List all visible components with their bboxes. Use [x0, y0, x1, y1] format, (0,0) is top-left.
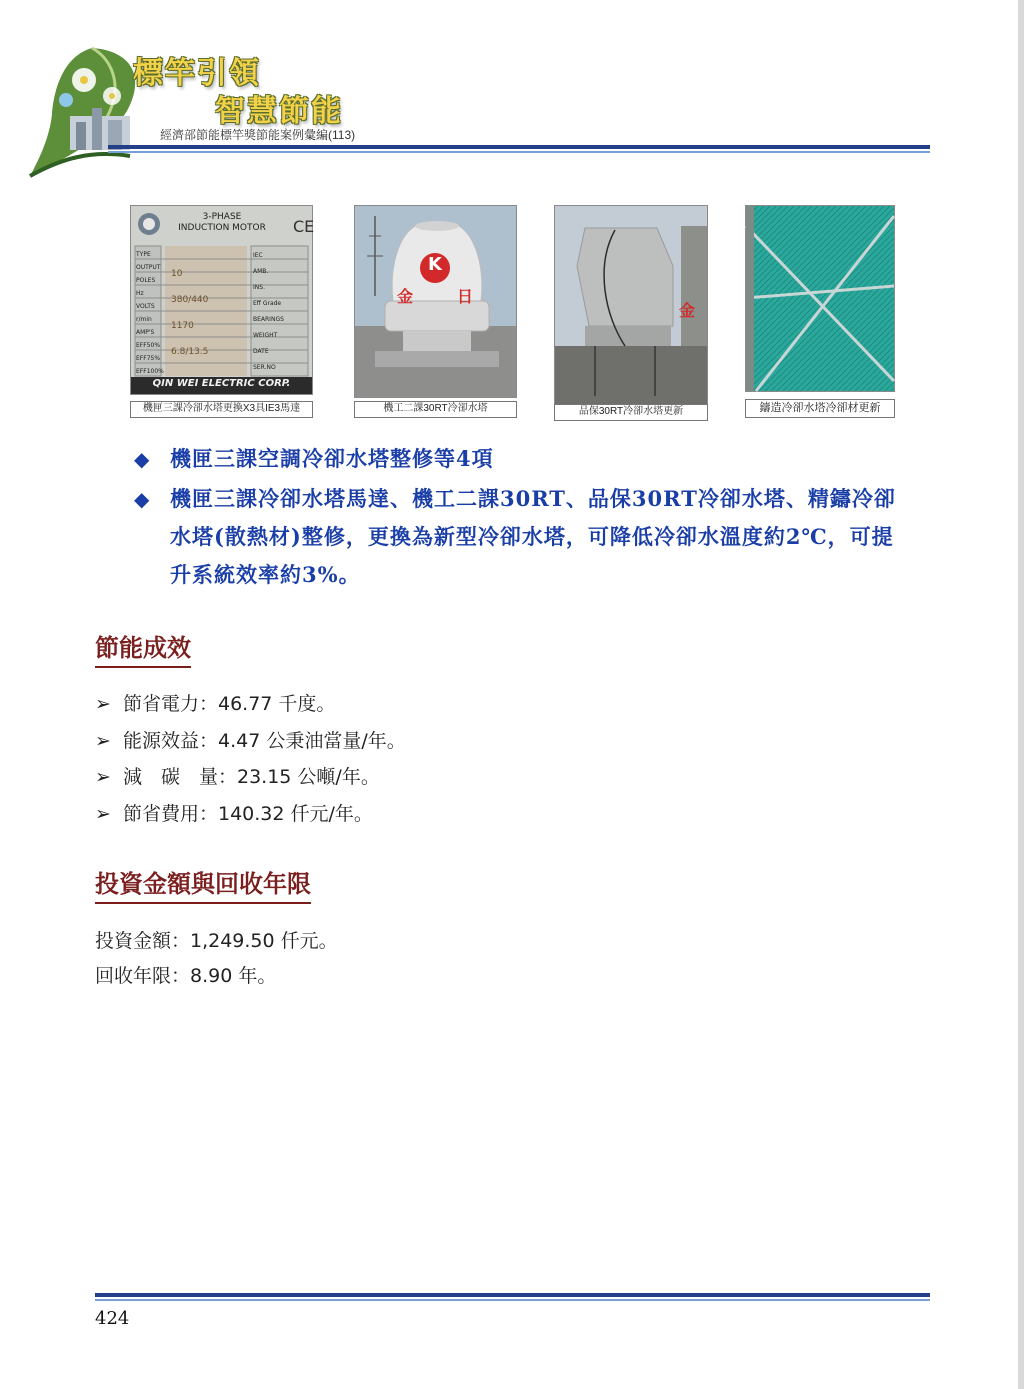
- footer-rule: [95, 1293, 930, 1297]
- photo-caption-1: 機匣三課冷卻水塔更換X3具IE3馬達: [130, 401, 313, 418]
- nameplate-title: 3-PHASE INDUCTION MOTOR: [178, 212, 266, 233]
- bullet-text: 機匣三課冷卻水塔馬達、機工二課30RT、品保30RT冷卻水塔、精鑄冷卻水塔(散熱材)整修，更換為新型冷卻水塔，可降低冷卻水溫度約2℃，可提升系統效率約3%。: [170, 486, 896, 587]
- list-item: ➢ 減 碳 量：23.15 公噸/年。: [95, 759, 406, 796]
- arrow-right-icon: ➢: [95, 802, 111, 825]
- cooling-fill-photo: [745, 205, 895, 392]
- diamond-icon: ◆: [134, 447, 150, 471]
- header-subtitle: 經濟部節能標竿獎節能案例彙編(113): [160, 128, 356, 142]
- page-number: 424: [95, 1308, 130, 1329]
- slogan-line-2: 智慧節能: [215, 94, 343, 129]
- slogan-line-1: 標竿引領: [133, 56, 261, 91]
- cooling-tower-photo-3: [554, 205, 708, 405]
- arrow-right-icon: ➢: [95, 729, 111, 752]
- list-item: ➢ 能源效益：4.47 公秉油當量/年。: [95, 723, 406, 760]
- nameplate-row-labels: TYPE OUTPUT POLES Hz VOLTS r/min AMP'S EFF50% EFF75% EFF100%: [136, 251, 164, 375]
- photo-caption-4: 鑄造冷卻水塔冷卻材更新: [745, 399, 895, 418]
- nameplate-maker: QIN WEI ELECTRIC CORP.: [152, 378, 291, 389]
- bullet-text: 機匣三課空調冷卻水塔整修等4項: [170, 446, 494, 471]
- bullet-item: [134, 480, 904, 594]
- cooling-tower-photo-2: [354, 205, 517, 398]
- list-item: ➢ 節省費用：140.32 仟元/年。: [95, 796, 406, 833]
- nameplate-values: 10 380/440 1170 6.8/13.5: [171, 269, 209, 357]
- nameplate-right-labels: IEC AMB. INS. Eff Grade BEARINGS WEIGHT DATE SER.NO: [253, 252, 284, 371]
- brand-logo-k: K: [428, 254, 442, 275]
- project-bullets: [134, 440, 904, 596]
- investment-section-title: 投資金額與回收年限: [95, 868, 311, 904]
- header-rule-thin: [108, 151, 930, 153]
- payback-period: 回收年限：8.90 年。: [95, 965, 277, 987]
- brand-char-right: 日: [457, 287, 474, 306]
- bullet-item: [134, 440, 904, 478]
- svg-text:CE: CE: [293, 217, 315, 236]
- page-edge: [1018, 0, 1024, 1389]
- savings-list: [95, 686, 406, 832]
- diamond-icon: ◆: [134, 487, 150, 511]
- arrow-right-icon: ➢: [95, 693, 111, 715]
- photo-caption-2: 機工二課30RT冷卻水塔: [354, 401, 517, 418]
- footer-rule-thin: [95, 1299, 930, 1301]
- savings-section-title: 節能成效: [95, 632, 191, 668]
- header-rule: [108, 145, 930, 149]
- arrow-right-icon: ➢: [95, 766, 111, 788]
- photo-caption-3: 品保30RT冷卻水塔更新: [554, 404, 708, 421]
- list-item: ➢ 節省電力：46.77 千度。: [95, 686, 406, 723]
- brand-char-left: 金: [397, 287, 414, 306]
- brand-char: 金: [679, 301, 696, 320]
- motor-nameplate-photo: [130, 205, 313, 395]
- investment-amount: 投資金額：1,249.50 仟元。: [95, 930, 338, 952]
